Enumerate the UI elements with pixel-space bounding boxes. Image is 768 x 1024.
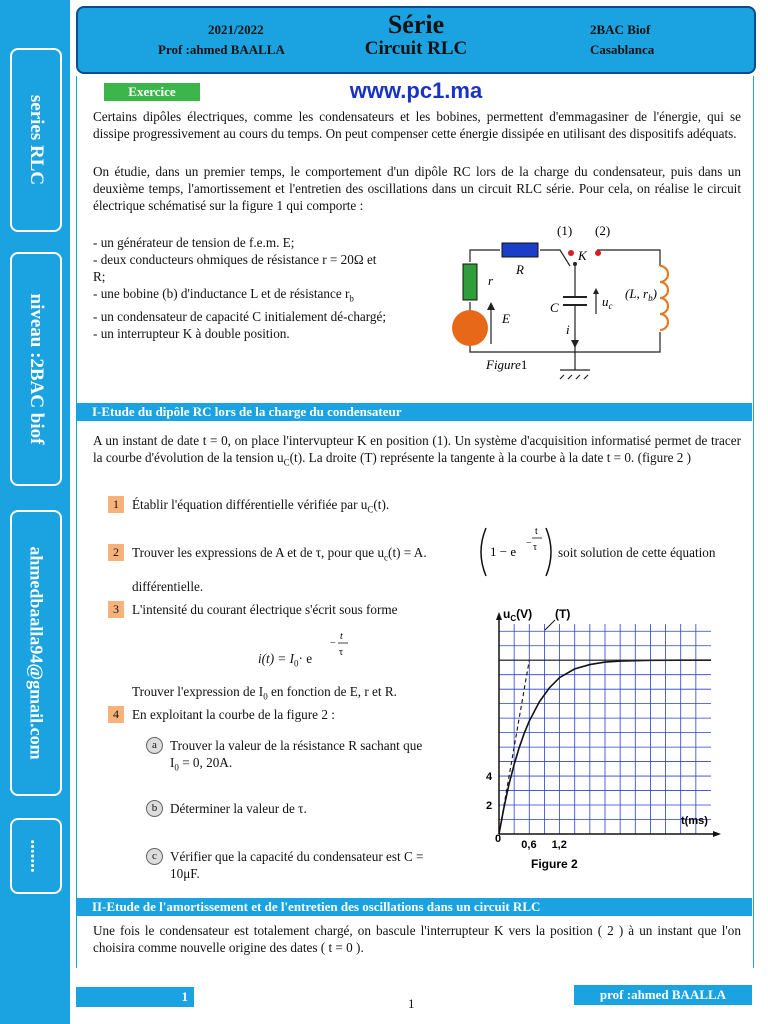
- footer-page-number: 1: [408, 996, 415, 1011]
- header-title: Série: [387, 10, 445, 39]
- subquestion-a-text: Trouver la valeur de la résistance R sachant que $I_0 = 0$, 20A.: [170, 738, 423, 773]
- exercise-tag: Exercice: [104, 83, 200, 101]
- subquestion-a-marker: a: [146, 737, 163, 754]
- sidebar-box-level: [10, 252, 62, 486]
- svg-text:τ: τ: [339, 647, 344, 658]
- fig1-C: C: [550, 300, 559, 315]
- sidebar-level-text: niveau :2BAC biof: [26, 293, 47, 445]
- section2-intro: Une fois le condensateur est totalement chargé, on bascule l'interrupteur K vers la position ( 2 ) à un instant que l'on choisira comme nouvelle origine des dates ( t = 0 ).: [93, 923, 741, 955]
- component-item: - un générateur de tension de f.e.m. E;: [93, 235, 295, 250]
- header-year: 2021/2022: [208, 22, 264, 37]
- resistor-r: [463, 264, 477, 300]
- fig1-i: i: [566, 322, 570, 337]
- sidebar-box-email: [10, 510, 62, 796]
- section2-title: II-Etude de l'amortissement et de l'entretien des oscillations dans un circuit RLC: [76, 898, 752, 916]
- sidebar-box-dots: [10, 818, 62, 894]
- x-axis-arrow: [713, 831, 721, 837]
- svg-text:t: t: [340, 631, 343, 642]
- header-level: 2BAC Biof: [590, 22, 651, 37]
- fig1-caption: Figure1: [486, 357, 528, 372]
- header-subtitle: Circuit RLC: [364, 38, 468, 59]
- sidebar-dots-text: .......: [26, 839, 47, 873]
- x-axis-label: t(ms): [681, 815, 708, 827]
- origin-label: 0: [495, 833, 502, 845]
- x-tick-label: 0,6: [521, 839, 537, 851]
- q2-exp-num: t: [535, 526, 538, 537]
- footer-prof: prof :ahmed BAALLA: [574, 985, 752, 1005]
- y-tick-label: 2: [486, 800, 493, 813]
- fig1-E: E: [502, 311, 510, 326]
- question-4-number: 4: [108, 706, 124, 723]
- header-prof: Prof :ahmed BAALLA: [158, 42, 285, 57]
- question-2-number: 2: [108, 544, 124, 561]
- question-2-text-a: Trouver les expressions de A et de τ, pour que $u_c(t) = A$.: [132, 545, 427, 563]
- generator-E: [452, 310, 488, 346]
- tangent-label: (T): [555, 607, 571, 621]
- resistor-R: [502, 243, 538, 257]
- sidebar-series-text: series RLC: [26, 94, 47, 186]
- y-axis-arrow: [496, 612, 502, 620]
- sidebar-email-text: ahmedbaalla94@gmail.com: [26, 546, 47, 760]
- coil-shape: [660, 266, 668, 330]
- question-3-text: L'intensité du courant électrique s'écrit sous forme: [132, 602, 398, 617]
- svg-text:−: −: [526, 538, 532, 549]
- q2-exp-den: τ: [533, 542, 538, 553]
- question-2-formula: [474, 524, 558, 580]
- subquestion-c-marker: c: [146, 848, 163, 865]
- fig1-pos2: (2): [595, 223, 611, 238]
- q2-formula-base: 1 − e: [490, 544, 517, 559]
- figure2-chart: [482, 602, 732, 872]
- figure1-circuit: [430, 222, 690, 382]
- question-3-text-b: Trouver l'expression de $I_0$ en fonction de E, r et R.: [132, 684, 397, 702]
- components-list: [93, 234, 389, 342]
- tangent-label-pointer: [545, 620, 555, 630]
- question-2-text-c: différentielle.: [132, 579, 204, 594]
- sidebar-box-series: [10, 48, 62, 232]
- website-link[interactable]: www.pc1.ma: [326, 78, 506, 104]
- question-1-number: 1: [108, 496, 124, 513]
- fig1-K: K: [578, 248, 587, 263]
- header: [76, 6, 756, 74]
- chart-title: Figure 2: [531, 857, 578, 871]
- svg-text:−: −: [330, 638, 336, 649]
- component-item: - une bobine (b) d'inductance L et de résistance $r_b$: [93, 286, 354, 304]
- component-item: - un interrupteur K à double position.: [93, 325, 290, 341]
- intro-paragraph-2: On étudie, dans un premier temps, le comportement d'un dipôle RC lors de la charge du condensateur, puis dans un deuxième temps, l'amortissement et l'entretien des oscillations dans un circuit RLC série. Pour cela, on réalise le circuit électrique schématisé sur la figure 1 qui comporte :: [93, 164, 741, 213]
- y-axis-label: $u_C(V)$: [503, 607, 533, 623]
- subquestion-b-text: Déterminer la valeur de τ.: [170, 801, 307, 816]
- fig1-R: R: [516, 262, 524, 277]
- intro-paragraph-1: Certains dipôles électriques, comme les condensateurs et les bobines, permettent d'emmagasiner de l'énergie, qui se dissipe progressivement au cours du temps. On peut compenser cette énergie dissipée en utilisant des dispositifs adéquats.: [93, 109, 741, 141]
- question-3-number: 3: [108, 601, 124, 618]
- x-tick-label: 1,2: [551, 839, 567, 851]
- question-3-formula: $i(t) = I_0\cdot e$: [258, 651, 313, 669]
- fig1-uc: $u_c$: [602, 294, 613, 311]
- question-3-exponent: [330, 630, 354, 664]
- header-city: Casablanca: [590, 42, 655, 57]
- question-2-text-b: soit solution de cette équation: [558, 545, 716, 560]
- y-tick-label: 4: [486, 771, 493, 784]
- fig1-coil: (L, $r_b$): [625, 286, 657, 303]
- subquestion-b-marker: b: [146, 800, 163, 817]
- question-1-text: Établir l'équation différentielle vérifiée par $u_C(t)$.: [132, 497, 390, 515]
- component-item: - un condensateur de capacité C initialement dé-chargé;: [93, 308, 387, 324]
- fig1-r: r: [488, 273, 494, 288]
- footer-page-left: 1: [76, 987, 194, 1007]
- component-item: - deux conducteurs ohmiques de résistance r = 20Ω et R;: [93, 252, 377, 284]
- section1-title: I-Etude du dipôle RC lors de la charge du condensateur: [76, 403, 752, 421]
- question-4-text: En exploitant la courbe de la figure 2 :: [132, 707, 335, 722]
- fig1-pos1: (1): [557, 223, 573, 238]
- section1-intro: A un instant de date t = 0, on place l'intervupteur K en position (1). Un système d'acquisition informatisé permet de tracer la courbe d'évolution de la tension $u_C(t)$. La droite (T) représente la tangente à la courbe à la date t = 0. (figure 2 ): [93, 433, 741, 468]
- subquestion-c-text: Vérifier que la capacité du condensateur est C = 10μF.: [170, 849, 424, 881]
